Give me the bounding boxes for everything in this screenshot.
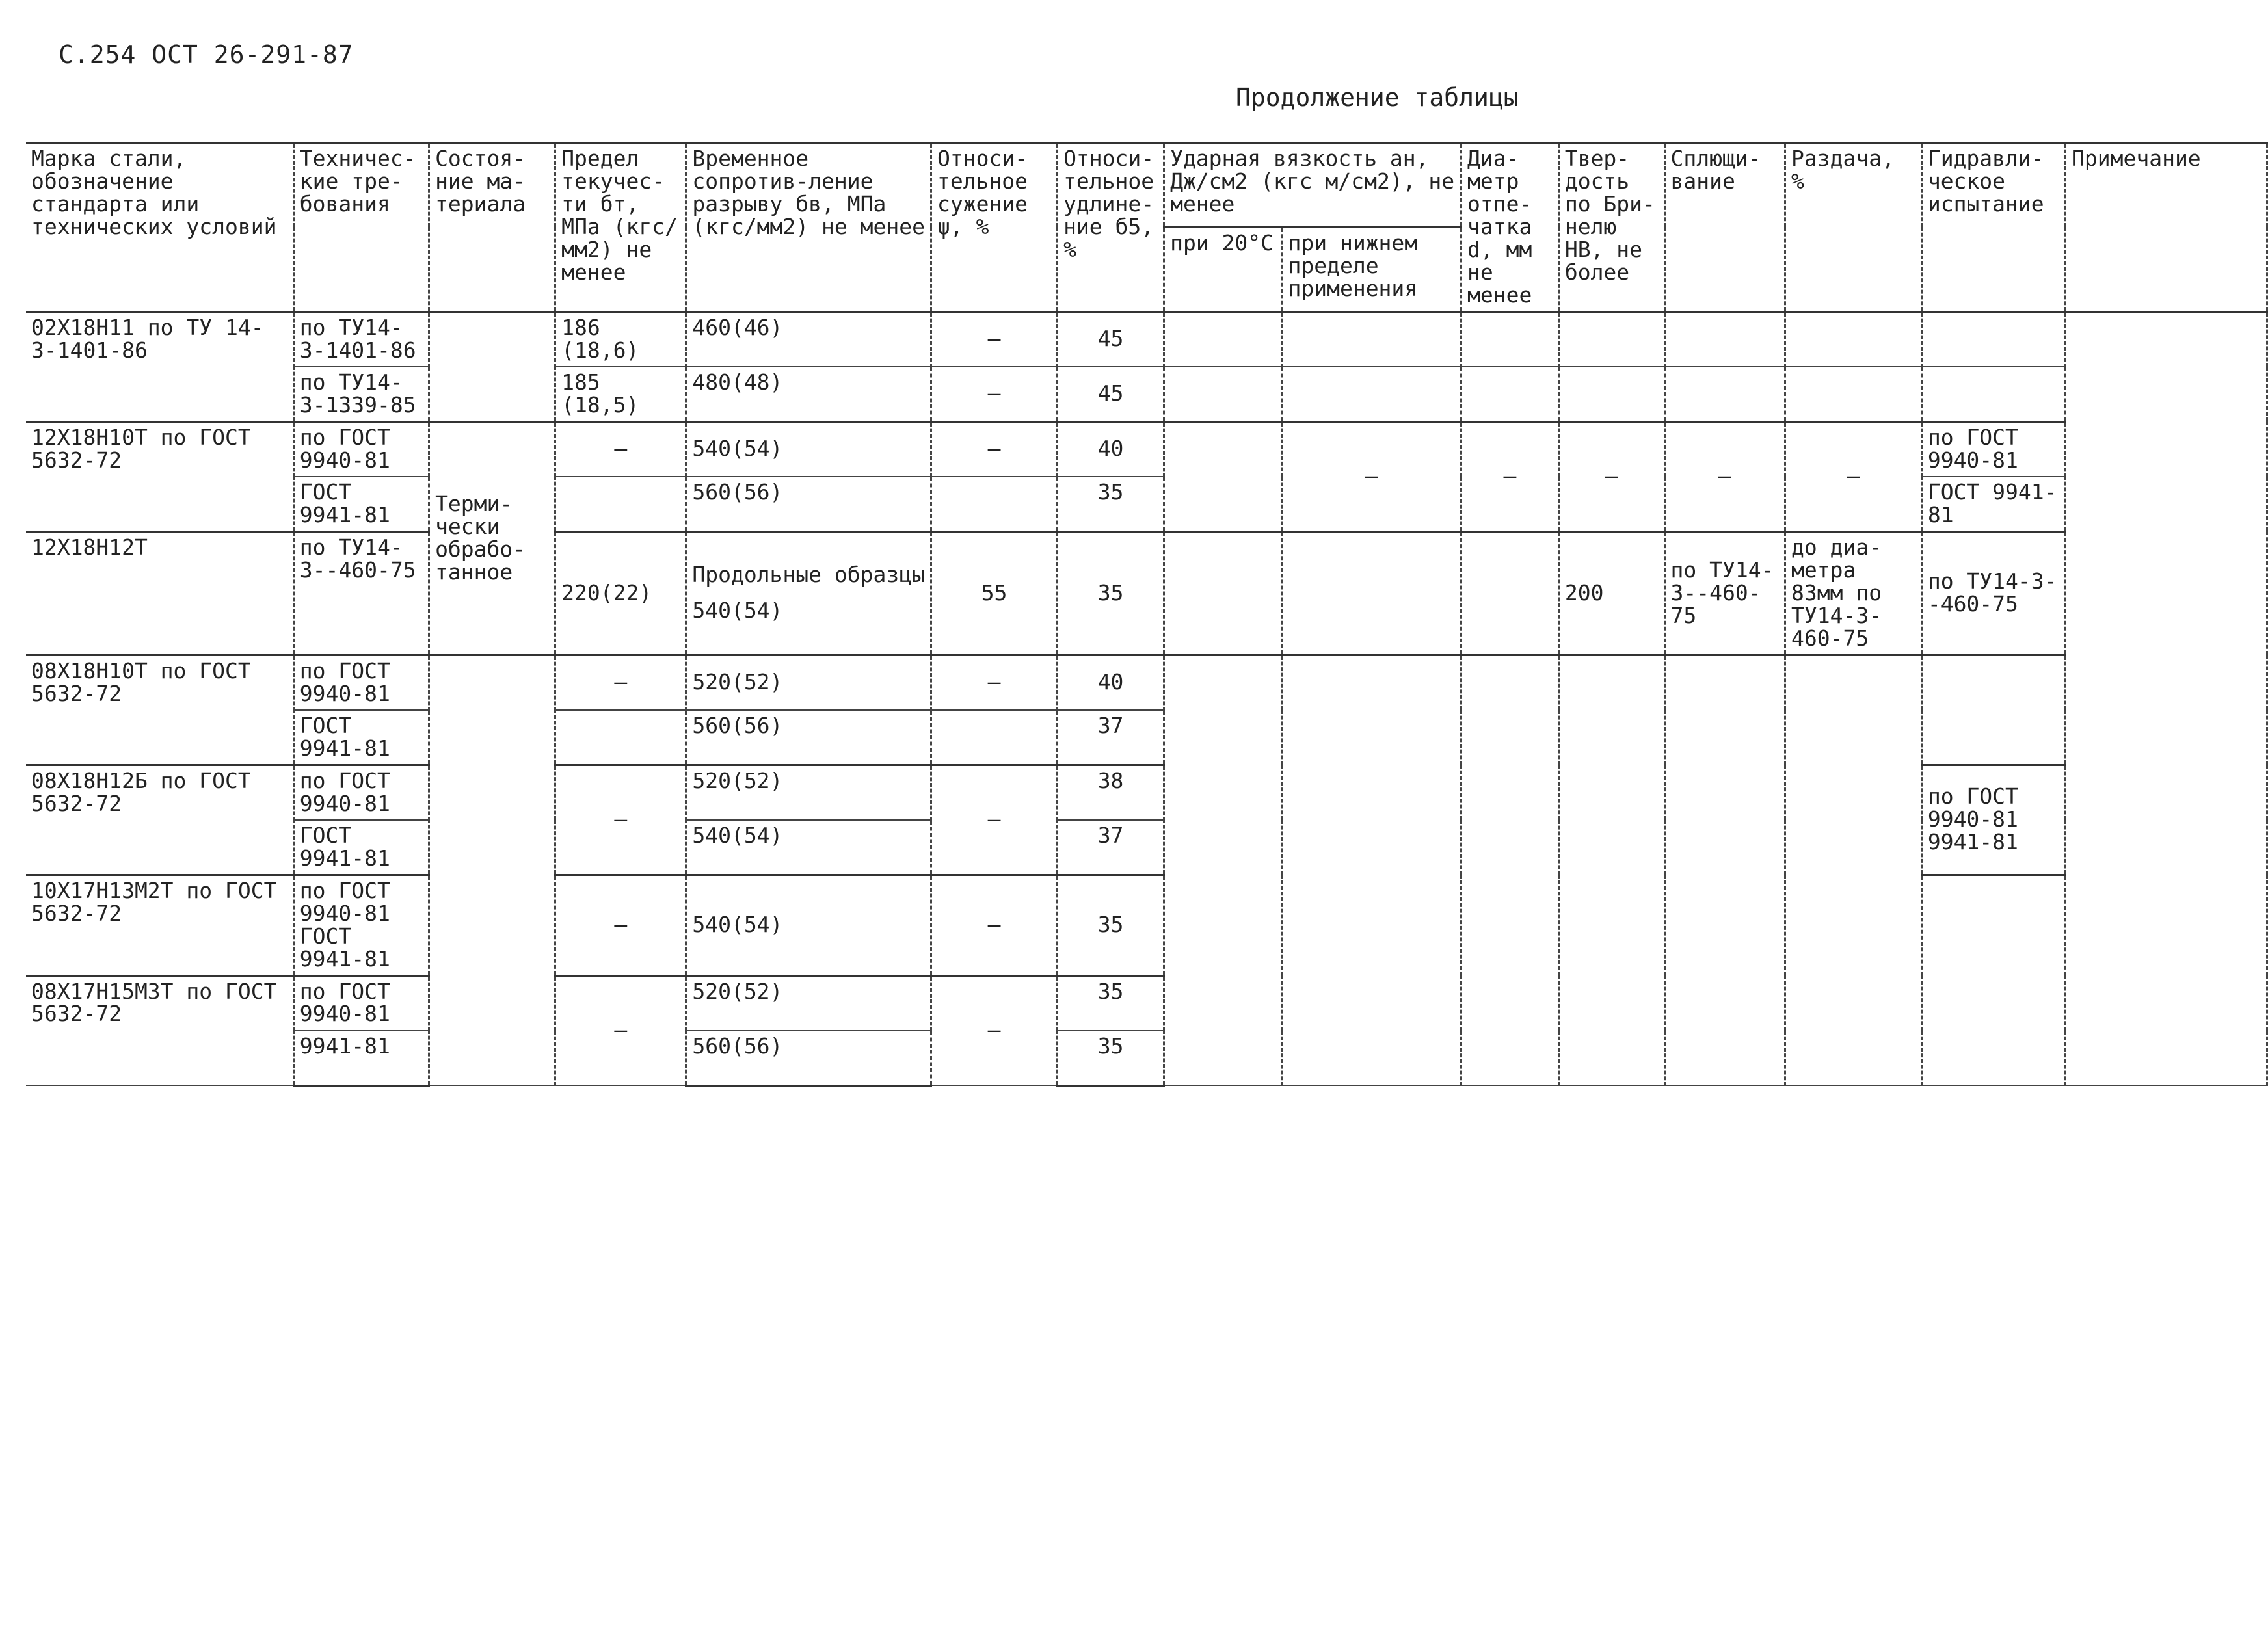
tensile-cell: 540(54) bbox=[686, 421, 931, 477]
req-cell: по ТУ14-3-1401-86 bbox=[293, 311, 429, 367]
flaring-cell bbox=[1785, 655, 1922, 1085]
hardness-cell: 200 bbox=[1558, 531, 1664, 655]
table-row bbox=[26, 311, 2267, 367]
tensile-cell: 540(54) bbox=[686, 875, 931, 975]
header-elongation: Относи-тельное удлине-ние б5, % bbox=[1058, 143, 1164, 312]
elongation-cell: 38 bbox=[1058, 765, 1164, 820]
impact20-cell bbox=[1164, 421, 1282, 531]
tensile-cell: 560(56) bbox=[686, 710, 931, 765]
table-row bbox=[26, 875, 2267, 975]
tensile-value: 540(54) bbox=[692, 598, 783, 624]
hydraulic-cell bbox=[1921, 311, 2065, 367]
grade-cell: 08Х18Н10Т по ГОСТ 5632-72 bbox=[26, 655, 293, 765]
table-row bbox=[26, 367, 2267, 422]
flattening-cell: по ТУ14-3--460-75 bbox=[1664, 531, 1785, 655]
header-tensile: Временное сопротив-ление разрыву бв, МПа (кгс/мм2) не менее bbox=[686, 143, 931, 312]
yield-cell: – bbox=[555, 975, 686, 1085]
yield-cell bbox=[555, 477, 686, 532]
header-hardness: Твер-дость по Бри-нелю НВ, не более bbox=[1558, 143, 1664, 312]
header-impact-low: при нижнем пределе применения bbox=[1282, 227, 1461, 311]
impact20-cell bbox=[1164, 531, 1282, 655]
flattening-cell bbox=[1664, 311, 1785, 367]
req-cell: ГОСТ 9941-81 bbox=[293, 820, 429, 875]
yield-cell: – bbox=[555, 875, 686, 975]
req-cell: по ГОСТ 9940-81 ГОСТ 9941-81 bbox=[293, 875, 429, 975]
tensile-cell: 480(48) bbox=[686, 367, 931, 422]
hydraulic-cell: ГОСТ 9941-81 bbox=[1921, 477, 2065, 532]
yield-cell: 186 (18,6) bbox=[555, 311, 686, 367]
table-row bbox=[26, 421, 2267, 477]
tensile-cell: 540(54) bbox=[686, 820, 931, 875]
header-tech-req: Техничес-кие тре-бования bbox=[293, 143, 429, 312]
reduction-cell: – bbox=[931, 655, 1057, 710]
header-hydraulic: Гидравли-ческое испытание bbox=[1921, 143, 2065, 312]
flaring-cell bbox=[1785, 367, 1922, 422]
reduction-cell: – bbox=[931, 765, 1057, 875]
tensile-cell: 520(52) bbox=[686, 765, 931, 820]
header-impact: Ударная вязкость ан, Дж/см2 (кгс м/см2), не менее bbox=[1164, 143, 1461, 228]
impactlow-cell: – bbox=[1282, 421, 1461, 531]
imprint-cell: – bbox=[1461, 421, 1559, 531]
yield-cell: – bbox=[555, 655, 686, 710]
tensile-cell: 560(56) bbox=[686, 1031, 931, 1086]
elongation-cell: 45 bbox=[1058, 367, 1164, 422]
tensile-cell: 460(46) bbox=[686, 311, 931, 367]
impact20-cell bbox=[1164, 655, 1282, 1085]
hydraulic-cell: по ГОСТ 9940-81 9941-81 bbox=[1921, 765, 2065, 875]
req-cell: по ГОСТ 9940-81 bbox=[293, 655, 429, 710]
req-cell: 9941-81 bbox=[293, 1031, 429, 1086]
req-cell: по ТУ14-3--460-75 bbox=[293, 531, 429, 655]
elongation-cell: 35 bbox=[1058, 531, 1164, 655]
reduction-cell: – bbox=[931, 367, 1057, 422]
hydraulic-cell bbox=[1921, 875, 2065, 1085]
flattening-cell bbox=[1664, 655, 1785, 1085]
imprint-cell bbox=[1461, 367, 1559, 422]
table-caption: Продолжение таблицы bbox=[1236, 83, 1519, 112]
reduction-cell: 55 bbox=[931, 531, 1057, 655]
flattening-cell: – bbox=[1664, 421, 1785, 531]
flaring-cell bbox=[1785, 311, 1922, 367]
hydraulic-cell: по ГОСТ 9940-81 bbox=[1921, 421, 2065, 477]
longitudinal-label: Продольные образцы bbox=[692, 562, 925, 588]
header-note: Примечание bbox=[2066, 143, 2267, 312]
req-cell: по ТУ14-3-1339-85 bbox=[293, 367, 429, 422]
elongation-cell: 40 bbox=[1058, 421, 1164, 477]
tensile-cell: 520(52) bbox=[686, 975, 931, 1031]
req-cell: по ГОСТ 9940-81 bbox=[293, 975, 429, 1031]
table-row bbox=[26, 655, 2267, 710]
elongation-cell: 35 bbox=[1058, 1031, 1164, 1086]
table-row bbox=[26, 477, 2267, 532]
grade-cell: 08Х18Н12Б по ГОСТ 5632-72 bbox=[26, 765, 293, 875]
hardness-cell: – bbox=[1558, 421, 1664, 531]
impactlow-cell bbox=[1282, 531, 1461, 655]
yield-cell: – bbox=[555, 765, 686, 875]
yield-cell: – bbox=[555, 421, 686, 477]
reduction-cell: – bbox=[931, 421, 1057, 477]
flaring-cell: – bbox=[1785, 421, 1922, 531]
note-cell bbox=[2066, 311, 2267, 1085]
elongation-cell: 40 bbox=[1058, 655, 1164, 710]
header-reduction: Относи-тельное сужение ψ, % bbox=[931, 143, 1057, 312]
reduction-cell bbox=[931, 477, 1057, 532]
table-body bbox=[26, 311, 2267, 1085]
table-sheet bbox=[26, 142, 2268, 1087]
req-cell: ГОСТ 9941-81 bbox=[293, 710, 429, 765]
table-header bbox=[26, 143, 2267, 312]
imprint-cell bbox=[1461, 655, 1559, 1085]
reduction-cell bbox=[931, 710, 1057, 765]
tensile-cell: 560(56) bbox=[686, 477, 931, 532]
elongation-cell: 35 bbox=[1058, 975, 1164, 1031]
impactlow-cell bbox=[1282, 311, 1461, 367]
req-cell: по ГОСТ 9940-81 bbox=[293, 765, 429, 820]
header-grade: Марка стали, обозначение стандарта или технических условий bbox=[26, 143, 293, 312]
hardness-cell bbox=[1558, 311, 1664, 367]
reduction-cell: – bbox=[931, 975, 1057, 1085]
condition-cell: Терми-чески обрабо-танное bbox=[429, 421, 555, 655]
header-imprint: Диа-метр отпе-чатка d, мм не менее bbox=[1461, 143, 1559, 312]
condition-cell-empty bbox=[429, 655, 555, 1085]
table-row bbox=[26, 765, 2267, 820]
hydraulic-cell bbox=[1921, 655, 2065, 765]
impact20-cell bbox=[1164, 311, 1282, 367]
flaring-cell: до диа-метра 83мм по ТУ14-3-460-75 bbox=[1785, 531, 1922, 655]
tensile-cell: 520(52) bbox=[686, 655, 931, 710]
grade-cell: 10Х17Н13М2Т по ГОСТ 5632-72 bbox=[26, 875, 293, 975]
reduction-cell: – bbox=[931, 311, 1057, 367]
condition-cell-empty bbox=[429, 311, 555, 421]
hydraulic-cell: по ТУ14-3--460-75 bbox=[1921, 531, 2065, 655]
grade-cell: 08Х17Н15М3Т по ГОСТ 5632-72 bbox=[26, 975, 293, 1085]
yield-cell bbox=[555, 710, 686, 765]
impactlow-cell bbox=[1282, 655, 1461, 1085]
tensile-cell bbox=[686, 531, 931, 655]
header-condition: Состоя-ние ма-териала bbox=[429, 143, 555, 312]
hydraulic-cell bbox=[1921, 367, 2065, 422]
elongation-cell: 37 bbox=[1058, 820, 1164, 875]
hardness-cell bbox=[1558, 655, 1664, 1085]
flattening-cell bbox=[1664, 367, 1785, 422]
elongation-cell: 35 bbox=[1058, 477, 1164, 532]
header-flattening: Сплющи-вание bbox=[1664, 143, 1785, 312]
header-flaring: Раздача, % bbox=[1785, 143, 1922, 312]
grade-cell: 02Х18Н11 по ТУ 14-3-1401-86 bbox=[26, 311, 293, 421]
page-header: С.254 ОСТ 26-291-87 bbox=[59, 40, 354, 69]
impactlow-cell bbox=[1282, 367, 1461, 422]
elongation-cell: 35 bbox=[1058, 875, 1164, 975]
impact20-cell bbox=[1164, 367, 1282, 422]
elongation-cell: 37 bbox=[1058, 710, 1164, 765]
yield-cell: 185 (18,5) bbox=[555, 367, 686, 422]
header-yield: Предел текучес-ти бт, МПа (кгс/мм2) не менее bbox=[555, 143, 686, 312]
req-cell: по ГОСТ 9940-81 bbox=[293, 421, 429, 477]
imprint-cell bbox=[1461, 311, 1559, 367]
grade-cell: 12Х18Н12Т bbox=[26, 531, 293, 655]
grade-cell: 12Х18Н10Т по ГОСТ 5632-72 bbox=[26, 421, 293, 531]
yield-cell: 220(22) bbox=[555, 531, 686, 655]
req-cell: ГОСТ 9941-81 bbox=[293, 477, 429, 532]
reduction-cell: – bbox=[931, 875, 1057, 975]
header-impact-20: при 20°С bbox=[1164, 227, 1282, 311]
imprint-cell bbox=[1461, 531, 1559, 655]
hardness-cell bbox=[1558, 367, 1664, 422]
elongation-cell: 45 bbox=[1058, 311, 1164, 367]
table-row bbox=[26, 531, 2267, 655]
steel-properties-table bbox=[26, 142, 2268, 1087]
